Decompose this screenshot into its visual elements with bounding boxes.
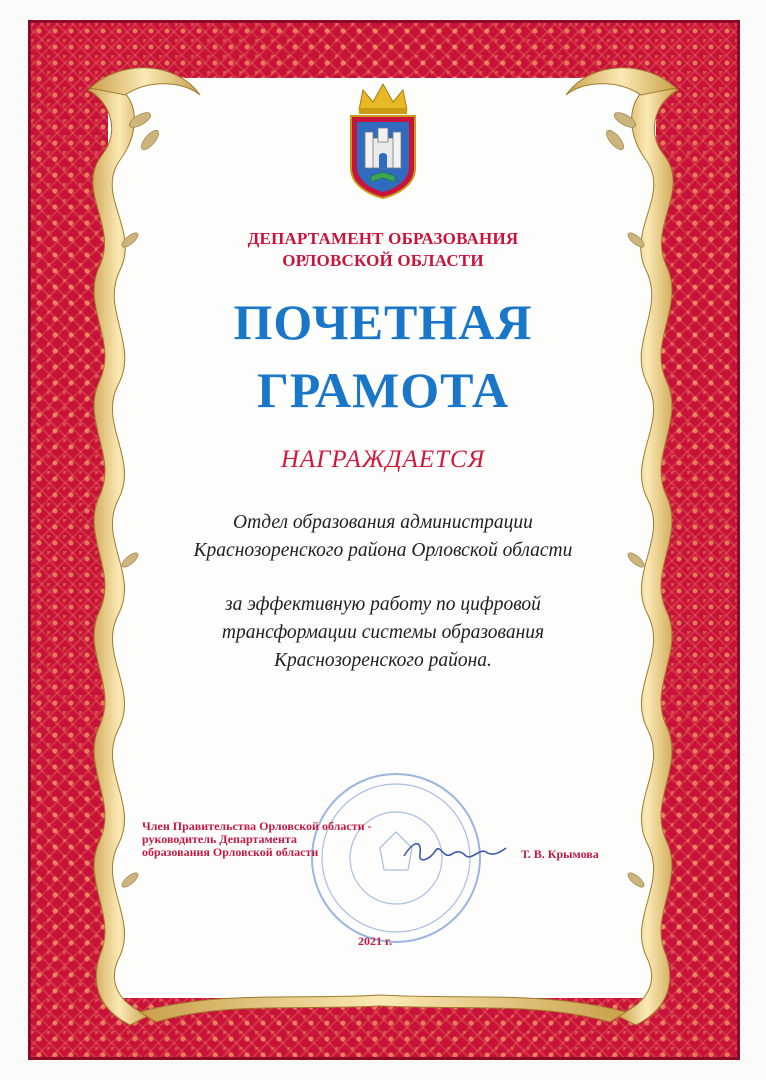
signer-title-line2: руководитель Департамента — [142, 832, 297, 846]
recipient-line1: Отдел образования администрации — [233, 512, 533, 533]
department-name-line2: ОРЛОВСКОЙ ОБЛАСТИ — [282, 251, 484, 270]
title-line2: ГРАМОТА — [256, 362, 510, 418]
awarded-label: НАГРАЖДАЕТСЯ — [280, 446, 486, 473]
department-name-line1: ДЕПАРТАМЕНТ ОБРАЗОВАНИЯ — [247, 229, 519, 248]
signer-name: Т. В. Крымова — [521, 847, 599, 861]
orel-region-coat-of-arms-icon — [343, 80, 423, 200]
signer-title-line3: образования Орловской области — [142, 845, 319, 859]
recipient-line2: Краснозоренского района Орловской области — [193, 540, 573, 561]
title-line1: ПОЧЕТНАЯ — [233, 294, 533, 350]
signer-title — [142, 820, 422, 859]
reason-line3: Краснозоренского района. — [274, 650, 492, 671]
signer-title-line1: Член Правительства Орловской области - — [142, 819, 372, 833]
reason-line1: за эффективную работу по цифровой — [225, 594, 541, 615]
issue-year: 2021 г. — [358, 934, 393, 948]
reason-line2: трансформации системы образования — [221, 622, 545, 643]
